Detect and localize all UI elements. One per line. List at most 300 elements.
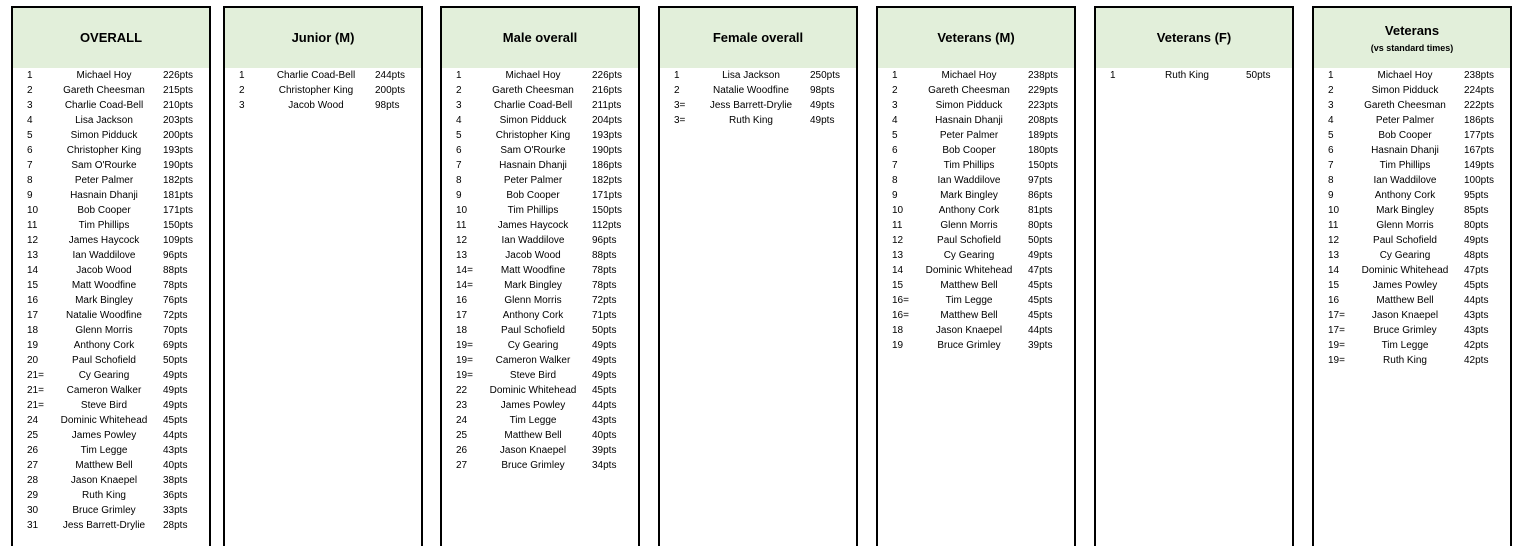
athlete-name: Hasnain Dhanji [1371, 145, 1439, 156]
panel-header [442, 8, 638, 68]
ranking-list [442, 68, 638, 473]
points-value: 78pts [592, 280, 617, 291]
athlete-name: Ian Waddilove [937, 175, 1001, 186]
athlete-name: Peter Palmer [503, 175, 563, 186]
points-value: 86pts [1028, 190, 1053, 201]
athlete-name: James Powley [500, 400, 566, 411]
table-row [442, 293, 638, 308]
points-value: 100pts [1464, 175, 1495, 186]
points-value: 88pts [592, 250, 617, 261]
athlete-name: Matthew Bell [940, 310, 998, 321]
points-value: 72pts [163, 310, 188, 321]
table-row [442, 248, 638, 263]
points-value: 85pts [1464, 205, 1489, 216]
table-row [13, 278, 209, 293]
points-value: 72pts [592, 295, 617, 306]
athlete-name: Paul Schofield [501, 325, 565, 336]
rank-position: 1 [239, 70, 245, 81]
athlete-name: Ian Waddilove [1373, 175, 1437, 186]
athlete-name: Matt Woodfine [71, 280, 137, 291]
athlete-name: Charlie Coad-Bell [493, 100, 573, 111]
table-row [878, 98, 1074, 113]
points-value: 244pts [375, 70, 406, 81]
rank-position: 19= [456, 370, 473, 381]
rank-position: 2 [239, 85, 245, 96]
athlete-name: Anthony Cork [502, 310, 564, 321]
athlete-name: Cameron Walker [66, 385, 142, 396]
athlete-name: Natalie Woodfine [713, 85, 789, 96]
points-value: 80pts [1028, 220, 1053, 231]
table-row [13, 68, 209, 83]
panel-overall [11, 6, 211, 546]
table-row [13, 338, 209, 353]
points-value: 45pts [592, 385, 617, 396]
table-row [13, 473, 209, 488]
table-row [1314, 353, 1510, 368]
table-row [878, 113, 1074, 128]
athlete-name: Simon Pidduck [1371, 85, 1439, 96]
panel-header [1096, 8, 1292, 68]
table-row [1314, 248, 1510, 263]
table-row [13, 263, 209, 278]
table-row [13, 353, 209, 368]
rank-position: 17= [1328, 310, 1345, 321]
table-row [442, 98, 638, 113]
rank-position: 28 [27, 475, 39, 486]
athlete-name: Mark Bingley [1376, 205, 1434, 216]
rank-position: 8 [27, 175, 33, 186]
panel-header [225, 8, 421, 68]
ranking-list [878, 68, 1074, 353]
points-value: 40pts [592, 430, 617, 441]
table-row [13, 248, 209, 263]
points-value: 42pts [1464, 355, 1489, 366]
table-row [878, 188, 1074, 203]
table-row [442, 338, 638, 353]
rank-position: 11 [456, 220, 467, 231]
points-value: 49pts [592, 355, 617, 366]
rank-position: 11 [27, 220, 38, 231]
points-value: 50pts [1028, 235, 1053, 246]
points-value: 49pts [810, 115, 835, 126]
table-row [13, 293, 209, 308]
athlete-name: Bob Cooper [506, 190, 560, 201]
rank-position: 4 [456, 115, 462, 126]
rank-position: 1 [456, 70, 462, 81]
points-value: 44pts [1028, 325, 1053, 336]
points-value: 71pts [592, 310, 617, 321]
rank-position: 4 [27, 115, 33, 126]
ranking-list [1314, 68, 1510, 368]
rank-position: 22 [456, 385, 468, 396]
panel-junior-m [223, 6, 423, 546]
athlete-name: James Powley [71, 430, 137, 441]
rank-position: 8 [1328, 175, 1334, 186]
rank-position: 30 [27, 505, 39, 516]
athlete-name: Cy Gearing [943, 250, 995, 261]
table-row [878, 233, 1074, 248]
points-value: 150pts [163, 220, 194, 231]
points-value: 98pts [375, 100, 400, 111]
table-row [442, 368, 638, 383]
points-value: 97pts [1028, 175, 1053, 186]
athlete-name: Charlie Coad-Bell [276, 70, 356, 81]
athlete-name: Ruth King [729, 115, 773, 126]
rank-position: 3 [27, 100, 33, 111]
table-row [442, 428, 638, 443]
rank-position: 1 [674, 70, 680, 81]
rank-position: 11 [1328, 220, 1339, 231]
points-value: 44pts [163, 430, 188, 441]
athlete-name: Dominic Whitehead [925, 265, 1013, 276]
points-value: 36pts [163, 490, 188, 501]
table-row [13, 218, 209, 233]
points-value: 250pts [810, 70, 841, 81]
panel-male-overall [440, 6, 640, 546]
rank-position: 14 [892, 265, 904, 276]
rank-position: 15 [27, 280, 39, 291]
points-value: 182pts [592, 175, 623, 186]
points-value: 229pts [1028, 85, 1059, 96]
athlete-name: Gareth Cheesman [63, 85, 145, 96]
table-row [1314, 308, 1510, 323]
rank-position: 14= [456, 265, 473, 276]
rank-position: 1 [892, 70, 898, 81]
table-row [13, 488, 209, 503]
points-value: 177pts [1464, 130, 1495, 141]
table-row [878, 128, 1074, 143]
athlete-name: Matthew Bell [940, 280, 998, 291]
rank-position: 8 [456, 175, 462, 186]
athlete-name: Jess Barrett-Drylie [62, 520, 146, 531]
table-row [442, 68, 638, 83]
athlete-name: Peter Palmer [1375, 115, 1435, 126]
table-row [1314, 188, 1510, 203]
panel-header [660, 8, 856, 68]
rank-position: 4 [1328, 115, 1334, 126]
athlete-name: Bruce Grimley [1373, 325, 1437, 336]
rank-position: 27 [456, 460, 468, 471]
athlete-name: Mark Bingley [940, 190, 998, 201]
rank-position: 29 [27, 490, 39, 501]
table-row [442, 113, 638, 128]
table-row [660, 83, 856, 98]
athlete-name: Sam O'Rourke [71, 160, 137, 171]
athlete-name: Mark Bingley [75, 295, 133, 306]
points-value: 238pts [1028, 70, 1059, 81]
ranking-list [1096, 68, 1292, 83]
points-value: 95pts [1464, 190, 1489, 201]
rank-position: 10 [456, 205, 468, 216]
ranking-list [660, 68, 856, 128]
table-row [442, 233, 638, 248]
table-row [442, 458, 638, 473]
athlete-name: Peter Palmer [939, 130, 999, 141]
table-row [878, 158, 1074, 173]
points-value: 50pts [1246, 70, 1271, 81]
rank-position: 5 [27, 130, 33, 141]
rank-position: 7 [27, 160, 33, 171]
panel-title: Veterans (M) [937, 30, 1015, 45]
athlete-name: Ruth King [1165, 70, 1209, 81]
table-row [1314, 68, 1510, 83]
athlete-name: Tim Phillips [78, 220, 130, 231]
table-row [878, 278, 1074, 293]
panel-veterans-standard [1312, 6, 1512, 546]
athlete-name: Tim Phillips [943, 160, 995, 171]
athlete-name: Gareth Cheesman [492, 85, 574, 96]
points-value: 210pts [163, 100, 194, 111]
points-value: 96pts [592, 235, 617, 246]
athlete-name: Sam O'Rourke [500, 145, 566, 156]
athlete-name: Glenn Morris [504, 295, 562, 306]
athlete-name: Steve Bird [80, 400, 128, 411]
points-value: 189pts [1028, 130, 1059, 141]
athlete-name: Jacob Wood [76, 265, 132, 276]
athlete-name: Hasnain Dhanji [70, 190, 138, 201]
rank-position: 20 [27, 355, 39, 366]
rank-position: 3= [674, 115, 686, 126]
rank-position: 13 [1328, 250, 1340, 261]
rank-position: 6 [27, 145, 33, 156]
rank-position: 10 [892, 205, 904, 216]
athlete-name: Cameron Walker [495, 355, 571, 366]
points-value: 49pts [163, 385, 188, 396]
rank-position: 16 [456, 295, 468, 306]
table-row [442, 383, 638, 398]
table-row [878, 68, 1074, 83]
table-row [442, 413, 638, 428]
panel-title: OVERALL [79, 30, 143, 45]
athlete-name: Jason Knaepel [70, 475, 138, 486]
points-value: 186pts [1464, 115, 1495, 126]
points-value: 98pts [810, 85, 835, 96]
athlete-name: Tim Legge [80, 445, 128, 456]
table-row [878, 308, 1074, 323]
points-value: 44pts [592, 400, 617, 411]
points-value: 50pts [592, 325, 617, 336]
points-value: 50pts [163, 355, 188, 366]
athlete-name: Glenn Morris [940, 220, 998, 231]
rank-position: 2 [456, 85, 462, 96]
athlete-name: Dominic Whitehead [1361, 265, 1449, 276]
rank-position: 1 [1328, 70, 1334, 81]
table-row [1314, 158, 1510, 173]
rank-position: 19= [456, 355, 473, 366]
table-row [660, 113, 856, 128]
athlete-name: Michael Hoy [505, 70, 561, 81]
points-value: 38pts [163, 475, 188, 486]
panel-header [13, 8, 209, 68]
athlete-name: Steve Bird [509, 370, 557, 381]
rank-position: 5 [456, 130, 462, 141]
rank-position: 18 [27, 325, 39, 336]
rank-position: 7 [1328, 160, 1334, 171]
rank-position: 3 [239, 100, 245, 111]
athlete-name: Tim Phillips [1379, 160, 1431, 171]
rank-position: 5 [892, 130, 898, 141]
points-value: 34pts [592, 460, 617, 471]
points-value: 112pts [592, 220, 622, 231]
rank-position: 3= [674, 100, 686, 111]
rank-position: 15 [1328, 280, 1340, 291]
athlete-name: Cy Gearing [507, 340, 559, 351]
points-value: 186pts [592, 160, 623, 171]
rank-position: 21= [27, 370, 44, 381]
points-value: 211pts [592, 100, 622, 111]
rank-position: 10 [27, 205, 39, 216]
points-value: 203pts [163, 115, 194, 126]
points-value: 49pts [1028, 250, 1053, 261]
athlete-name: Anthony Cork [938, 205, 1000, 216]
athlete-name: Tim Legge [509, 415, 557, 426]
table-row [13, 383, 209, 398]
table-row [13, 323, 209, 338]
athlete-name: Jacob Wood [505, 250, 561, 261]
rank-position: 4 [892, 115, 898, 126]
athlete-name: Jason Knaepel [935, 325, 1003, 336]
table-row [13, 233, 209, 248]
points-value: 45pts [1028, 310, 1053, 321]
rank-position: 17= [1328, 325, 1345, 336]
rank-position: 16 [1328, 295, 1340, 306]
points-value: 190pts [592, 145, 623, 156]
points-value: 48pts [1464, 250, 1489, 261]
rank-position: 19= [1328, 340, 1345, 351]
rank-position: 25 [456, 430, 468, 441]
points-value: 215pts [163, 85, 194, 96]
points-value: 182pts [163, 175, 194, 186]
athlete-name: Bruce Grimley [937, 340, 1001, 351]
athlete-name: Dominic Whitehead [60, 415, 148, 426]
athlete-name: Michael Hoy [1377, 70, 1433, 81]
rank-position: 12 [1328, 235, 1340, 246]
points-value: 76pts [163, 295, 188, 306]
rank-position: 19 [27, 340, 39, 351]
points-value: 226pts [163, 70, 194, 81]
athlete-name: Tim Legge [1381, 340, 1429, 351]
table-row [1314, 98, 1510, 113]
rank-position: 1 [1110, 70, 1116, 81]
table-row [442, 218, 638, 233]
points-value: 28pts [163, 520, 188, 531]
rank-position: 21= [27, 400, 44, 411]
rank-position: 2 [1328, 85, 1334, 96]
rank-position: 16= [892, 295, 909, 306]
points-value: 69pts [163, 340, 188, 351]
table-row [1314, 293, 1510, 308]
athlete-name: Bruce Grimley [72, 505, 136, 516]
athlete-name: Simon Pidduck [935, 100, 1003, 111]
panel-veterans-f [1094, 6, 1294, 546]
panel-subtitle: (vs standard times) [1370, 42, 1454, 53]
athlete-name: Bob Cooper [1378, 130, 1432, 141]
table-row [442, 398, 638, 413]
table-row [878, 293, 1074, 308]
panel-title: Male overall [502, 30, 578, 45]
athlete-name: Christopher King [66, 145, 142, 156]
athlete-name: Jason Knaepel [1371, 310, 1439, 321]
athlete-name: Paul Schofield [1373, 235, 1437, 246]
rank-position: 16 [27, 295, 39, 306]
points-value: 171pts [592, 190, 623, 201]
athlete-name: Paul Schofield [72, 355, 136, 366]
athlete-name: Simon Pidduck [70, 130, 138, 141]
table-row [13, 188, 209, 203]
table-row [225, 98, 421, 113]
points-value: 224pts [1464, 85, 1495, 96]
table-row [442, 323, 638, 338]
rank-position: 13 [27, 250, 39, 261]
rank-position: 15 [892, 280, 904, 291]
points-value: 193pts [163, 145, 194, 156]
athlete-name: Anthony Cork [1374, 190, 1436, 201]
rank-position: 16= [892, 310, 909, 321]
rank-position: 12 [892, 235, 904, 246]
points-value: 49pts [810, 100, 835, 111]
rank-position: 3 [1328, 100, 1334, 111]
athlete-name: Mark Bingley [504, 280, 562, 291]
athlete-name: Matthew Bell [504, 430, 562, 441]
points-value: 49pts [592, 340, 617, 351]
rank-position: 6 [456, 145, 462, 156]
athlete-name: Glenn Morris [75, 325, 133, 336]
points-value: 208pts [1028, 115, 1059, 126]
athlete-name: Lisa Jackson [75, 115, 133, 126]
points-value: 78pts [163, 280, 188, 291]
athlete-name: Glenn Morris [1376, 220, 1434, 231]
table-row [13, 458, 209, 473]
points-value: 150pts [592, 205, 623, 216]
athlete-name: Ian Waddilove [72, 250, 136, 261]
table-row [13, 143, 209, 158]
table-row [13, 98, 209, 113]
athlete-name: Natalie Woodfine [66, 310, 142, 321]
athlete-name: Christopher King [278, 85, 354, 96]
panel-veterans-m [876, 6, 1076, 546]
table-row [878, 248, 1074, 263]
points-value: 45pts [1028, 295, 1053, 306]
table-row [442, 203, 638, 218]
rank-position: 9 [456, 190, 462, 201]
table-row [878, 83, 1074, 98]
table-row [13, 503, 209, 518]
panel-title: Veterans (F) [1156, 30, 1232, 45]
points-value: 39pts [1028, 340, 1053, 351]
points-value: 43pts [1464, 310, 1489, 321]
table-row [442, 278, 638, 293]
rank-position: 24 [27, 415, 39, 426]
table-row [442, 173, 638, 188]
table-row [878, 323, 1074, 338]
table-row [878, 338, 1074, 353]
athlete-name: Gareth Cheesman [1364, 100, 1446, 111]
table-row [878, 263, 1074, 278]
panel-title: Junior (M) [291, 30, 355, 45]
table-row [13, 113, 209, 128]
rank-position: 17 [456, 310, 468, 321]
panel-title: Female overall [712, 30, 804, 45]
rank-position: 17 [27, 310, 39, 321]
rank-position: 5 [1328, 130, 1334, 141]
points-value: 33pts [163, 505, 188, 516]
rank-position: 11 [892, 220, 903, 231]
table-row [1314, 323, 1510, 338]
athlete-name: Ruth King [1383, 355, 1427, 366]
table-row [13, 83, 209, 98]
points-value: 238pts [1464, 70, 1495, 81]
points-value: 43pts [592, 415, 617, 426]
